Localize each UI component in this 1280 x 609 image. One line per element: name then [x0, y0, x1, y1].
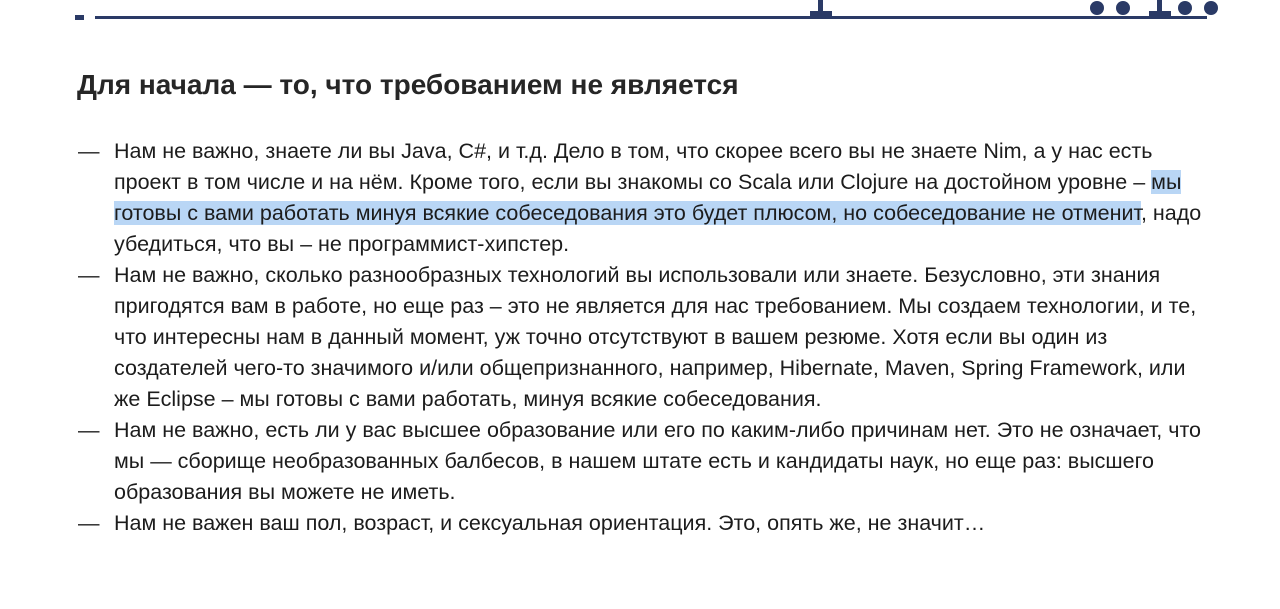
list-marker: —: [78, 511, 100, 535]
requirements-list: [78, 136, 1208, 539]
item-text: Нам не важен ваш пол, возраст, и сексуальная ориентация. Это, опять же, не значит…: [114, 511, 986, 535]
list-item: [78, 508, 1208, 539]
item-text: Нам не важно, есть ли у вас высшее образование или его по каким-либо причинам нет. Это не означает, что мы — сборище необразованных балбесов, в нашем штате есть и кандидаты наук, но еще раз: высшего образования вы можете не иметь.: [114, 418, 1202, 504]
decoration-line: [95, 16, 1207, 19]
selected-text: мы готовы с вами работать минуя всякие собеседования это будет плюсом, но собеседование не отменит: [114, 170, 1182, 225]
item-text: , надо убедиться, что вы – не программист-хипстер.: [114, 201, 1202, 256]
list-marker: —: [78, 418, 100, 442]
decoration-post-icon: [810, 0, 832, 16]
list-item: [78, 136, 1208, 260]
list-marker: —: [78, 139, 100, 163]
list-item: [78, 260, 1208, 415]
section-heading: Для начала — то, что требованием не является: [77, 69, 739, 100]
item-text: Нам не важно, знаете ли вы Java, C#, и т.д. Дело в том, что скорее всего вы не знаете Nim, а у нас есть проект в том числе и на нём. Кроме того, если вы знакомы со Scala или Clojure на достойном уровне –: [114, 139, 1153, 194]
item-text: Нам не важно, сколько разнообразных технологий вы использовали или знаете. Безусловно, эти знания пригодятся вам в работе, но еще раз – это не является для нас требованием. Мы создаем технологии, и те, что интересны нам в данный момент, уж точно отсутствуют в вашем резюме. Хотя если вы один из создателей чего-то значимого и/или общепризнанного, например, Hibernate, Maven, Spring Framework, или же Eclipse – мы готовы с вами работать, минуя всякие собеседования.: [114, 263, 1197, 411]
header-decoration: [0, 0, 1280, 24]
list-marker: —: [78, 263, 100, 287]
list-item: [78, 415, 1208, 508]
decoration-mark: [75, 15, 84, 20]
decoration-beads-icon: [1090, 0, 1218, 16]
